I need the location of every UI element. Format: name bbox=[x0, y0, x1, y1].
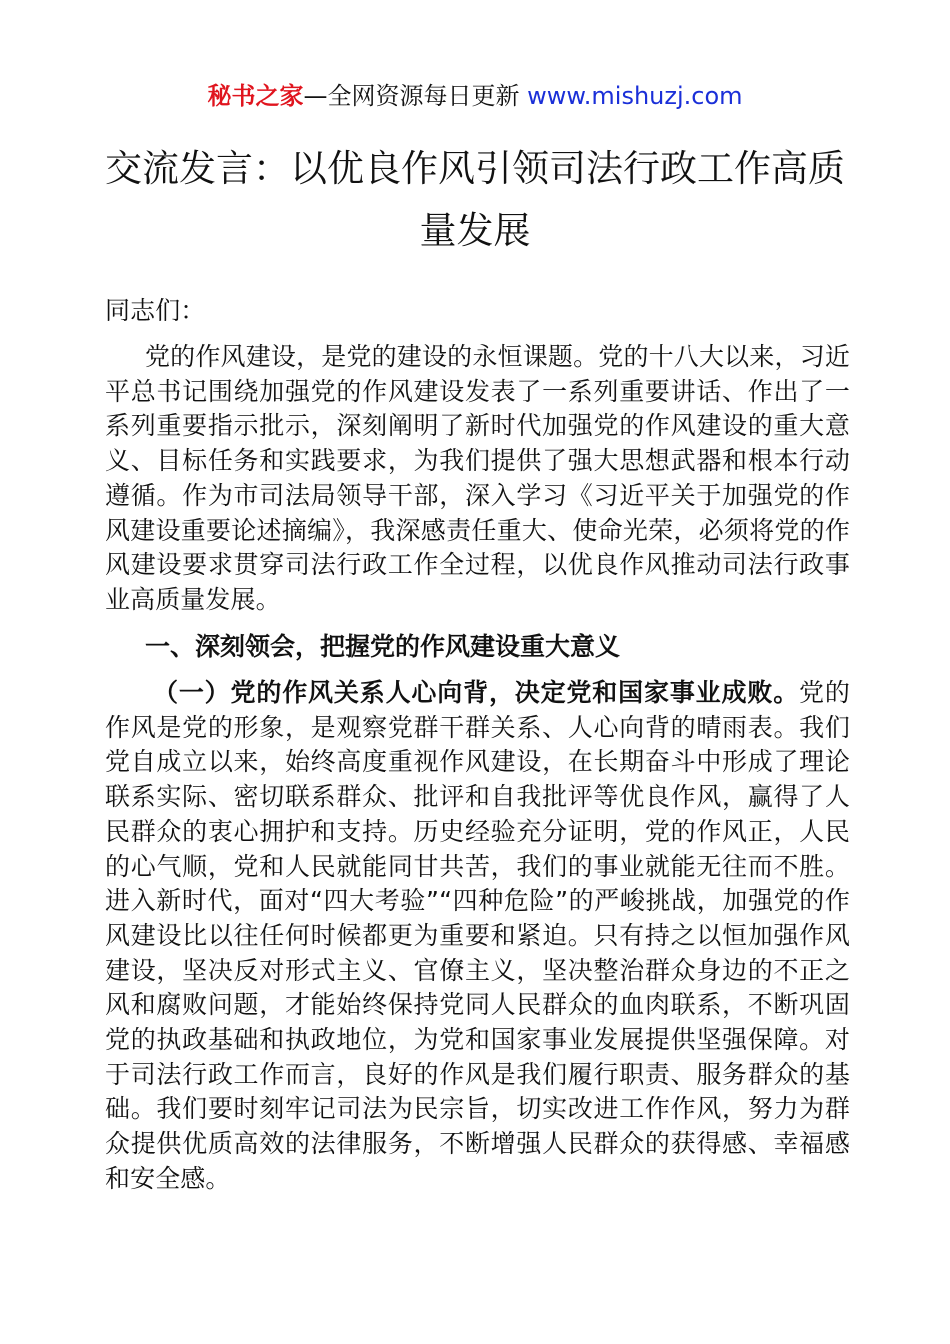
greeting: 同志们： bbox=[105, 296, 206, 325]
paragraph-subsection-1 bbox=[105, 676, 850, 1197]
site-brand: 秘书之家 bbox=[207, 82, 304, 110]
paragraph-intro: 党的作风建设，是党的建设的永恒课题。党的十八大以来，习近平总书记围绕加强党的作风建设发表了一系列重要讲话、作出了一系列重要指示批示，深刻阐明了新时代加强党的作风建设的重大意义、目标任务和实践要求，为我们提供了强大思想武器和根本行动遵循。作为市司法局领导干部，深入学习《习近平关于加强党的作风建设重要论述摘编》，我深感责任重大、使命光荣，必须将党的作风建设要求贯穿司法行政工作全过程，以优良作风推动司法行政事业高质量发展。 bbox=[105, 342, 850, 614]
document-title: 交流发言：以优良作风引领司法行政工作高质量发展 bbox=[105, 147, 845, 252]
subsection-heading-1: （一）党的作风关系人心向背，决定党和国家事业成败。 bbox=[153, 678, 800, 707]
site-header bbox=[0, 80, 950, 112]
site-url-link[interactable]: www.mishuzj.com bbox=[527, 82, 743, 110]
section-heading-1: 一、深刻领会，把握党的作风建设重大意义 bbox=[145, 632, 621, 661]
site-tagline: —全网资源每日更新 bbox=[303, 82, 520, 110]
subsection-body-1: 党的作风是党的形象，是观察党群干群关系、人心向背的晴雨表。我们党自成立以来，始终高度重视作风建设，在长期奋斗中形成了理论联系实际、密切联系群众、批评和自我批评等优良作风，赢得了人民群众的衷心拥护和支持。历史经验充分证明，党的作风正，人民的心气顺，党和人民就能同甘共苦，我们的事业就能无往而不胜。进入新时代，面对“四大考验”“四种危险”的严峻挑战，加强党的作风建设比以往任何时候都更为重要和紧迫。只有持之以恒加强作风建设，坚决反对形式主义、官僚主义，坚决整治群众身边的不正之风和腐败问题，才能始终保持党同人民群众的血肉联系，不断巩固党的执政基础和执政地位，为党和国家事业发展提供坚强保障。对于司法行政工作而言，良好的作风是我们履行职责、服务群众的基础。我们要时刻牢记司法为民宗旨，切实改进工作作风，努力为群众提供优质高效的法律服务，不断增强人民群众的获得感、幸福感和安全感。 bbox=[105, 678, 850, 1193]
